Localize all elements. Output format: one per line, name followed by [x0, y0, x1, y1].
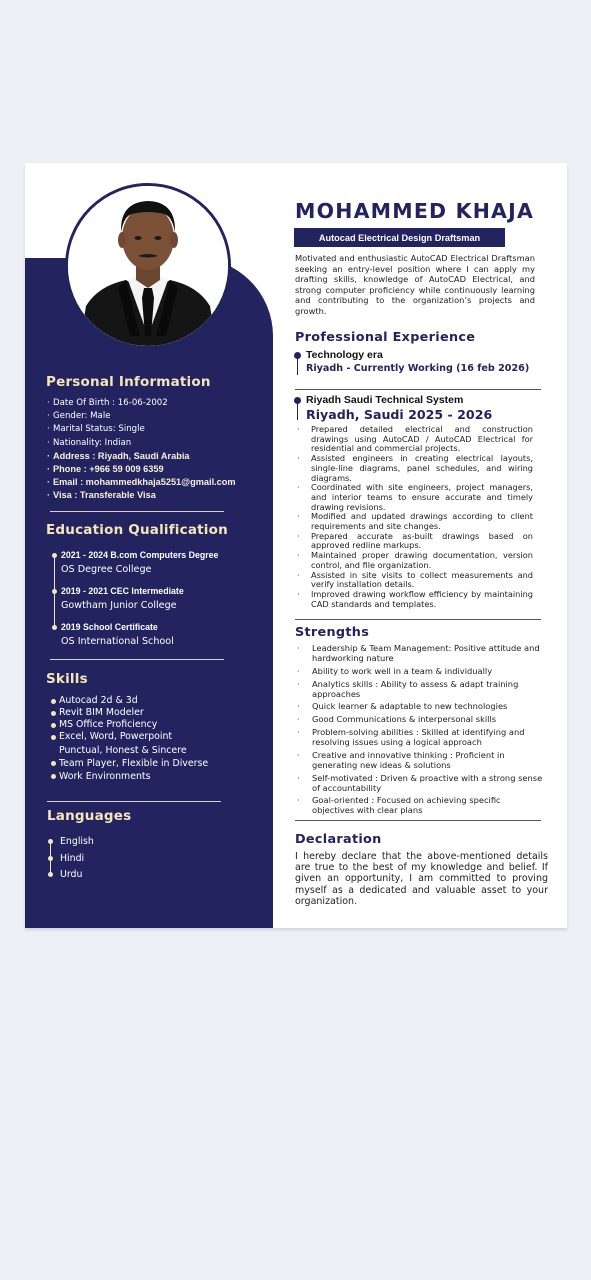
- job-company: Technology era: [306, 349, 383, 361]
- dot-icon: [48, 872, 53, 877]
- dot-icon: [51, 761, 56, 766]
- list-item: Hindi: [48, 853, 94, 870]
- list-item: · Address : Riyadh, Saudi Arabia: [47, 450, 190, 461]
- languages-list: [48, 836, 94, 886]
- dot-icon: [51, 735, 56, 740]
- list-item: · Creative and innovative thinking : Proficient in generating new ideas & solutions: [297, 749, 505, 770]
- list-item: Autocad 2d & 3d: [51, 695, 208, 707]
- list-item: · Goal-oriented : Focused on achieving specific objectives with clear plans: [297, 795, 501, 816]
- duties-list: [295, 425, 533, 609]
- list-item: · Improved drawing workflow efficiency by maintaining CAD standards and templates.: [297, 588, 533, 609]
- profile-photo: [65, 183, 231, 349]
- list-item: · Phone : +966 59 009 6359: [47, 464, 164, 475]
- divider: [295, 820, 541, 821]
- divider: [50, 511, 224, 512]
- divider: [50, 659, 224, 660]
- list-item: · Self-motivated : Driven & proactive with a strong sense of accountability: [297, 772, 543, 793]
- resume-page: Personal Information · Date Of Birth : 16-06-2002 · Gender: Male · Marital Status: Single · Nationality: Indian · Address : Riyadh, Saudi Arabia · Phone : +966 59 009 6359 · Email : mohammedkhaja5251@gmail.com · Visa : Transferable Visa Education Qualification 2021 - 2024 B.com Computers Degree OS Degree College 2019 - 2021 CEC Intermediate Gowtham Junior College 2019 School Certificate OS International School Skills Autocad 2d & 3d Revit BIM Modeler MS Office Proficiency Excel, Word, Powerpoint Punctual, Honest & Sincere Team Player, Flexible in Diverse Work Environments Languages English Hindi Urdu MOHAMMED KHAJA Autocad Electrical Design Draftsman Motivated and enthusiastic AutoCAD Electrical Draftsman seeking an entry-level position where I can apply my drafting skills, knowledge of AutoCAD Electrical, and strong computer proficiency while continuously learning and contributing to the organization’s projects and growth. Professional Experience Technology era Riyadh - Currently Working (16 feb 2026) Riyadh Saudi Technical System Riyadh, Saudi 2025 - 2026 · Prepared detailed electrical and construction drawings using AutoCAD / AutoCAD Electrical for residential and commercial projects. · Assisted engineers in creating electrical layouts, single-line diagrams, panel schedules, and wiring diagrams. · Coordinated with site engineers, project managers, and interior teams to ensure accurate and timely drawing revisions. · Modified and updated drawings according to client requirements and site changes. · Prepared accurate as-built drawings based on approved redline markups. · Maintained proper drawing documentation, version control, and file organization. · Assisted in site visits to collect measurements and verify installation details. · Improved drawing workflow efficiency by maintaining CAD standards and templates. Strengths · Leadership & Team Management: Positive attitude and hardworking nature · Ability to work well in a team & individually · Analytics skills : Ability to assess & adapt training approaches · Quick learner & adaptable to new technologies · Good Communications & interpersonal skills · Problem-solving abilities : Skilled at identifying and resolving issues using a logical approach · Creative and innovative thinking : Proficient in generating new ideas & solutions · Self-motivated : Driven & proactive with a strong sense of accountability · Goal-oriented : Focused on achieving specific objectives with clear plans Declaration I hereby declare that the above-mentioned details are true to the best of my knowledge and belief. If given an opportunity, I am committed to proving myself as a dedicated and valuable asset to your organization.: [25, 163, 567, 928]
- languages-heading: Languages: [47, 808, 132, 824]
- list-item: · Email : mohammedkhaja5251@gmail.com: [47, 477, 236, 488]
- list-item: Urdu: [48, 869, 94, 886]
- skills-list: [51, 695, 208, 783]
- job-location: Riyadh, Saudi 2025 - 2026: [306, 407, 493, 422]
- skills-heading: Skills: [46, 671, 88, 687]
- strengths-list: [295, 643, 543, 818]
- list-item: · Prepared accurate as-built drawings based on approved redline markups.: [297, 530, 533, 551]
- dot-icon: [51, 774, 56, 779]
- list-item: · Maintained proper drawing documentation, version control, and file organization.: [297, 550, 533, 570]
- dot-icon: [52, 625, 57, 630]
- divider: [295, 619, 541, 620]
- list-item: · Date Of Birth : 16-06-2002: [47, 398, 168, 408]
- personal-info-list: [47, 397, 236, 503]
- declaration-text: I hereby declare that the above-mentioned details are true to the best of my knowledge and belief. If given an opportunity, I am committed to proving myself as a dedicated and valuable asset to your organization.: [295, 851, 548, 907]
- list-item: · Marital Status: Single: [47, 424, 145, 435]
- dot-icon: [51, 711, 56, 716]
- timeline-line: [297, 402, 298, 420]
- list-item: · Prepared detailed electrical and construction drawings using AutoCAD / AutoCAD Electrical for residential and commercial projects.: [297, 424, 533, 454]
- dot-icon: [51, 723, 56, 728]
- dot-icon: [48, 856, 53, 861]
- list-item: Work Environments: [51, 770, 208, 783]
- candidate-name: MOHAMMED KHAJA: [295, 199, 535, 223]
- strengths-heading: Strengths: [295, 625, 370, 640]
- list-item: · Quick learner & adaptable to new technologies: [297, 701, 508, 712]
- personal-info-heading: Personal Information: [46, 374, 211, 390]
- divider: [47, 801, 221, 802]
- job-company: Riyadh Saudi Technical System: [306, 394, 464, 406]
- divider: [295, 389, 541, 390]
- list-item: · Assisted engineers in creating electrical layouts, single-line diagrams, panel schedules, and wiring diagrams.: [297, 453, 533, 483]
- job-location: Riyadh - Currently Working (16 feb 2026): [306, 363, 530, 374]
- list-item: · Nationality: Indian: [47, 437, 132, 448]
- dot-icon: [51, 699, 56, 704]
- list-item: · Ability to work well in a team & individually: [297, 665, 493, 676]
- summary-text: Motivated and enthusiastic AutoCAD Electrical Draftsman seeking an entry-level position where I can apply my drafting skills, knowledge of AutoCAD Electrical, and strong computer proficiency while continuously learning and contributing to the organization’s projects and growth.: [295, 253, 535, 316]
- list-item: · Visa : Transferable Visa: [47, 490, 156, 501]
- experience-heading: Professional Experience: [295, 330, 476, 345]
- role-banner: Autocad Electrical Design Draftsman: [294, 228, 505, 247]
- list-item: · Leadership & Team Management: Positive attitude and hardworking nature: [297, 643, 540, 663]
- list-item: Punctual, Honest & Sincere: [59, 745, 187, 756]
- dot-icon: [52, 589, 57, 594]
- list-item: Revit BIM Modeler: [51, 707, 208, 719]
- list-item: English: [48, 836, 94, 853]
- list-item: · Analytics skills : Ability to assess & adapt training approaches: [297, 678, 519, 699]
- list-item: · Modified and updated drawings according to client requirements and site changes.: [297, 511, 533, 532]
- list-item: MS Office Proficiency: [51, 719, 208, 731]
- list-item: · Gender: Male: [47, 411, 111, 422]
- timeline-line: [297, 357, 298, 375]
- dot-icon: [48, 839, 53, 844]
- declaration-heading: Declaration: [295, 832, 382, 847]
- list-item: · Problem-solving abilities : Skilled at identifying and resolving issues using a logical approach: [297, 726, 525, 747]
- list-item: · Good Communications & interpersonal skills: [297, 714, 497, 725]
- list-item: Team Player, Flexible in Diverse: [51, 757, 208, 770]
- list-item: Excel, Word, Powerpoint: [51, 731, 208, 743]
- dot-icon: [52, 553, 57, 558]
- education-heading: Education Qualification: [46, 522, 228, 538]
- list-item: · Coordinated with site engineers, project managers, and interior teams to ensure accurate and timely drawing revisions.: [297, 482, 533, 512]
- list-item: · Assisted in site visits to collect measurements and verify installation details.: [297, 569, 533, 590]
